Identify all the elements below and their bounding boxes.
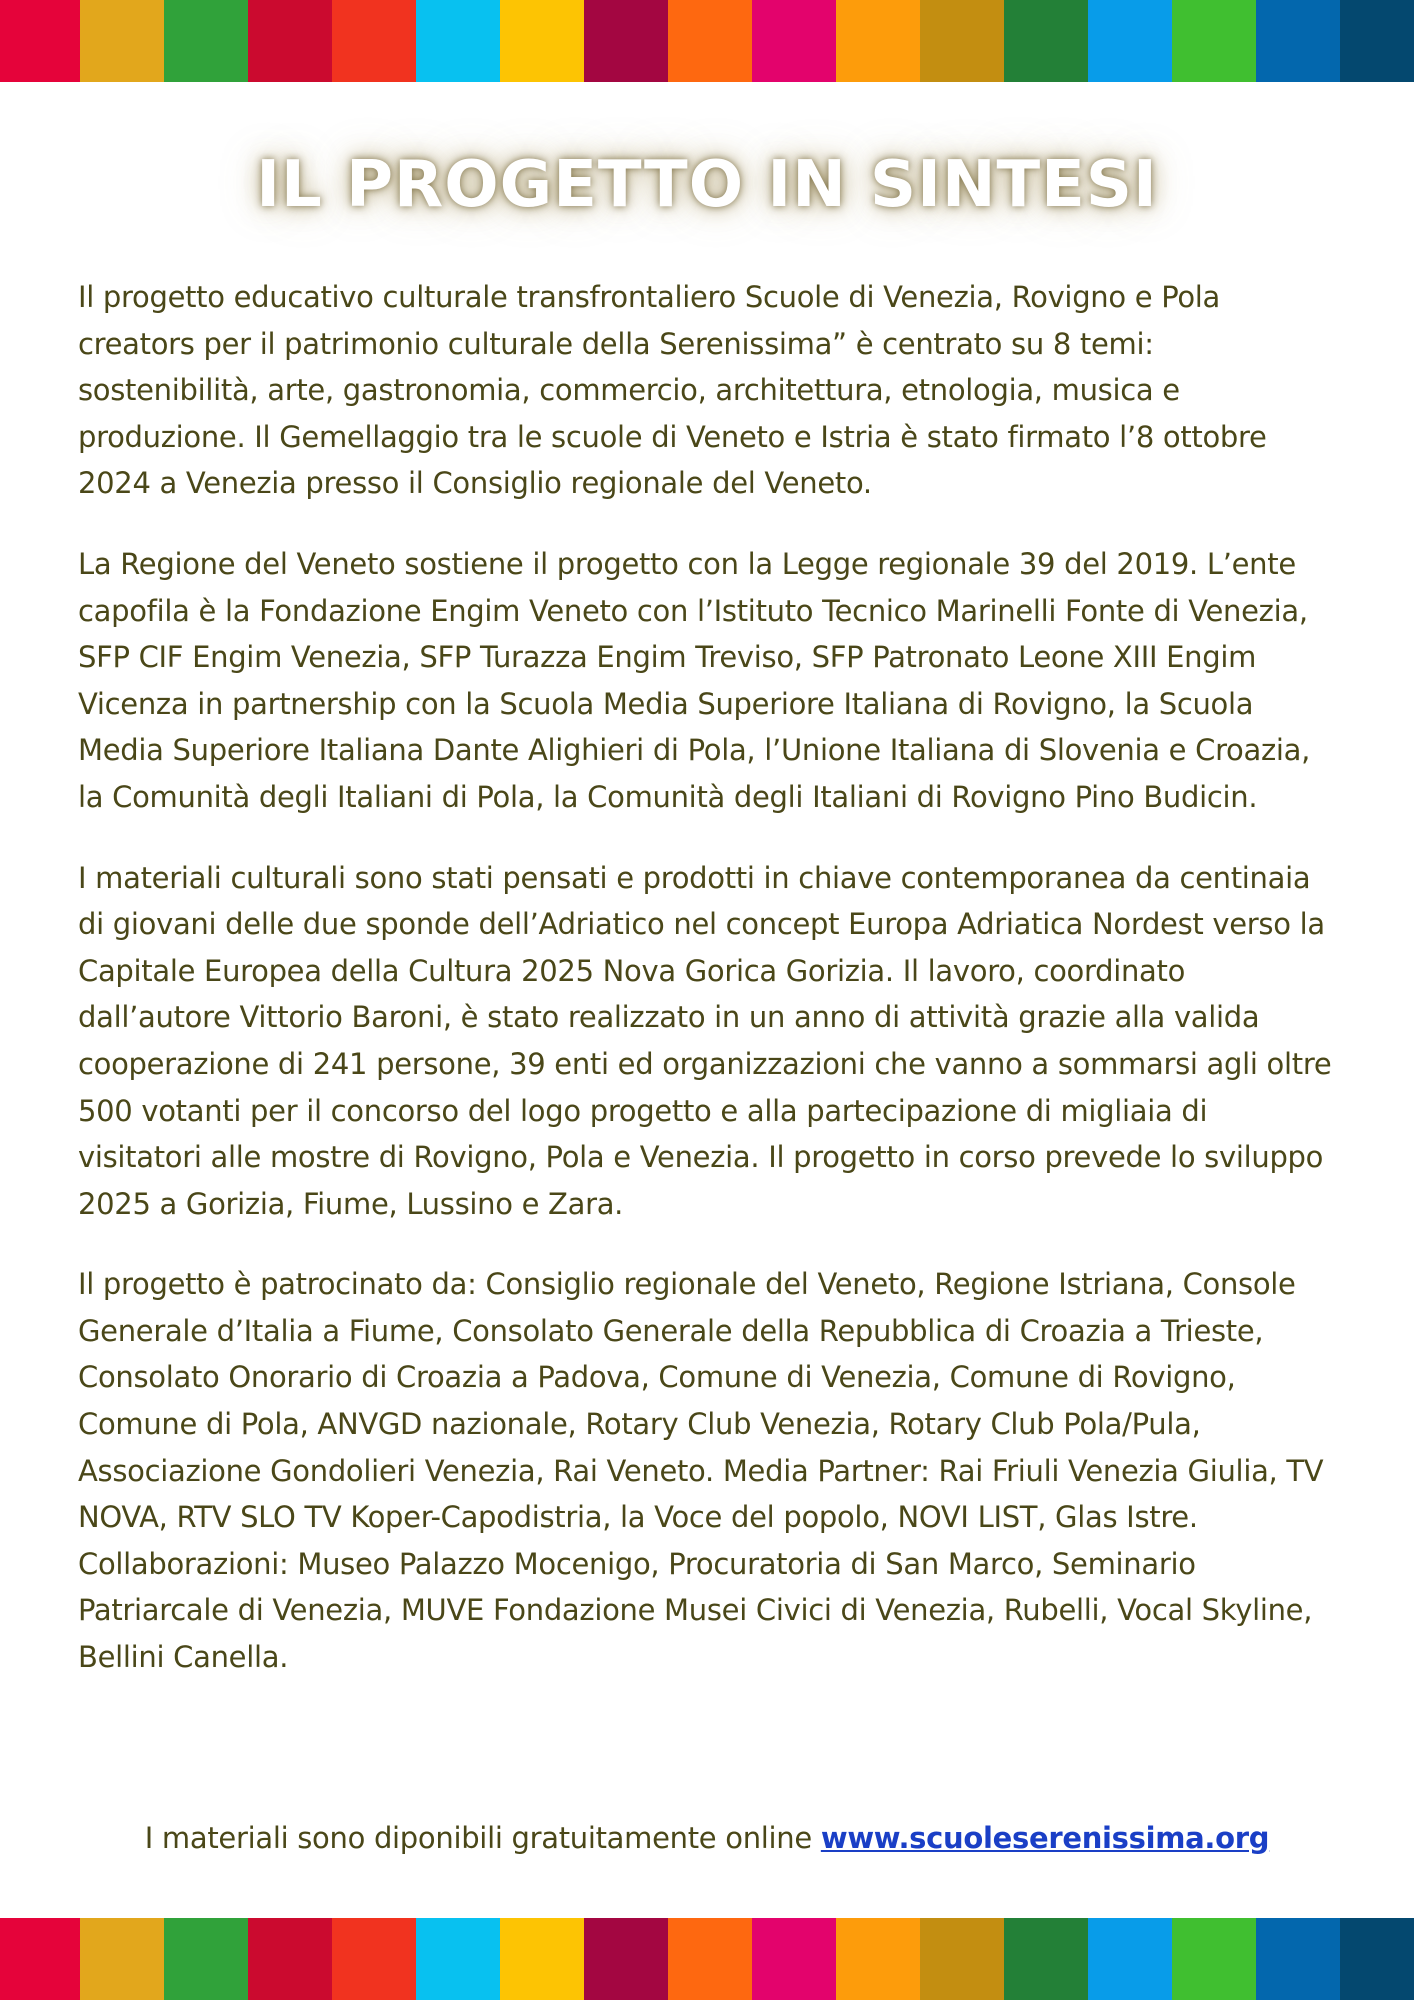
page-title: IL PROGETTO IN SINTESI [256, 148, 1158, 222]
color-stripe-segment [500, 0, 584, 82]
color-stripe-segment [80, 1918, 164, 2000]
color-stripe-segment [1004, 1918, 1088, 2000]
color-stripe-segment [584, 0, 668, 82]
color-stripe-segment [332, 0, 416, 82]
color-stripe-segment [248, 1918, 332, 2000]
color-stripe-segment [1004, 0, 1088, 82]
color-stripe-segment [1256, 1918, 1340, 2000]
footer-text: I materiali sono diponibili gratuitamente online [144, 1821, 821, 1855]
color-stripe-segment [332, 1918, 416, 2000]
color-stripe-segment [836, 1918, 920, 2000]
color-stripe-segment [1256, 0, 1340, 82]
footer-availability-line [0, 1815, 1414, 1861]
color-stripe-segment [164, 1918, 248, 2000]
body-text [78, 274, 1338, 1715]
color-stripe-segment [1088, 0, 1172, 82]
website-link[interactable]: www.scuoleserenissima.org [820, 1821, 1270, 1855]
color-stripe-segment [920, 1918, 1004, 2000]
color-stripe-segment [920, 0, 1004, 82]
color-stripe-segment [80, 0, 164, 82]
color-stripe-segment [248, 0, 332, 82]
color-stripe-segment [1340, 1918, 1414, 2000]
color-stripe-segment [752, 1918, 836, 2000]
color-stripe-segment [0, 1918, 80, 2000]
color-stripe-segment [668, 1918, 752, 2000]
color-stripe-segment [836, 0, 920, 82]
color-stripe-segment [1172, 1918, 1256, 2000]
color-stripe-segment [164, 0, 248, 82]
color-stripe-segment [1088, 1918, 1172, 2000]
bottom-color-stripe [0, 1918, 1414, 2000]
color-stripe-segment [1340, 0, 1414, 82]
color-stripe-segment [416, 0, 500, 82]
paragraph-partners: La Regione del Veneto sostiene il progetto con la Legge regionale 39 del 2019. L’ente capofila è la Fondazione Engim Veneto con l’Istituto Tecnico Marinelli Fonte di Venezia, SFP CIF Engim Venezia, SFP Turazza Engim Treviso, SFP Patronato Leone XIII Engim Vicenza in partnership con la Scuola Media Superiore Italiana di Rovigno, la Scuola Media Superiore Italiana Dante Alighieri di Pola, l’Unione Italiana di Slovenia e Croazia, la Comunità degli Italiani di Pola, la Comunità degli Italiani di Rovigno Pino Budicin. [78, 546, 1311, 814]
color-stripe-segment [416, 1918, 500, 2000]
color-stripe-segment [0, 0, 80, 82]
paragraph-patronage: Il progetto è patrocinato da: Consiglio regionale del Veneto, Regione Istriana, Console Generale d’Italia a Fiume, Consolato Generale della Repubblica di Croazia a Trieste, Consolato Onorario di Croazia a Padova, Comune di Venezia, Comune di Rovigno, Comune di Pola, ANVGD nazionale, Rotary Club Venezia, Rotary Club Pola/Pula, Associazione Gondolieri Venezia, Rai Veneto. Media Partner: Rai Friuli Venezia Giulia, TV NOVA, RTV SLO TV Koper-Capodistria, la Voce del popolo, NOVI LIST, Glas Istre. Collaborazioni: Museo Palazzo Mocenigo, Procuratoria di San Marco, Seminario Patriarcale di Venezia, MUVE Fondazione Musei Civici di Venezia, Rubelli, Vocal Skyline, Bellini Canella. [78, 1267, 1324, 1675]
color-stripe-segment [584, 1918, 668, 2000]
top-color-stripe [0, 0, 1414, 82]
paragraph-cultural-materials: I materiali culturali sono stati pensati e prodotti in chiave contemporanea da centinaia di giovani delle due sponde dell’Adriatico nel concept Europa Adriatica Nordest verso la Capitale Europea della Cultura 2025 Nova Gorica Gorizia. Il lavoro, coordinato dall’autore Vittorio Baroni, è stato realizzato in un anno di attività grazie alla valida cooperazione di 241 persone, 39 enti ed organizzazioni che vanno a sommarsi agli oltre 500 votanti per il concorso del logo progetto e alla partecipazione di migliaia di visitatori alle mostre di Rovigno, Pola e Venezia. Il progetto in corso prevede lo sviluppo 2025 a Gorizia, Fiume, Lussino e Zara. [78, 860, 1332, 1221]
color-stripe-segment [752, 0, 836, 82]
color-stripe-segment [668, 0, 752, 82]
paragraph-project-overview: Il progetto educativo culturale transfrontaliero Scuole di Venezia, Rovigno e Pola creators per il patrimonio culturale della Serenissima” è centrato su 8 temi: sostenibilità, arte, gastronomia, commercio, architettura, etnologia, musica e produzione. Il Gemellaggio tra le scuole di Veneto e Istria è stato firmato l’8 ottobre 2024 a Venezia presso il Consiglio regionale del Veneto. [78, 280, 1267, 501]
color-stripe-segment [1172, 0, 1256, 82]
color-stripe-segment [500, 1918, 584, 2000]
